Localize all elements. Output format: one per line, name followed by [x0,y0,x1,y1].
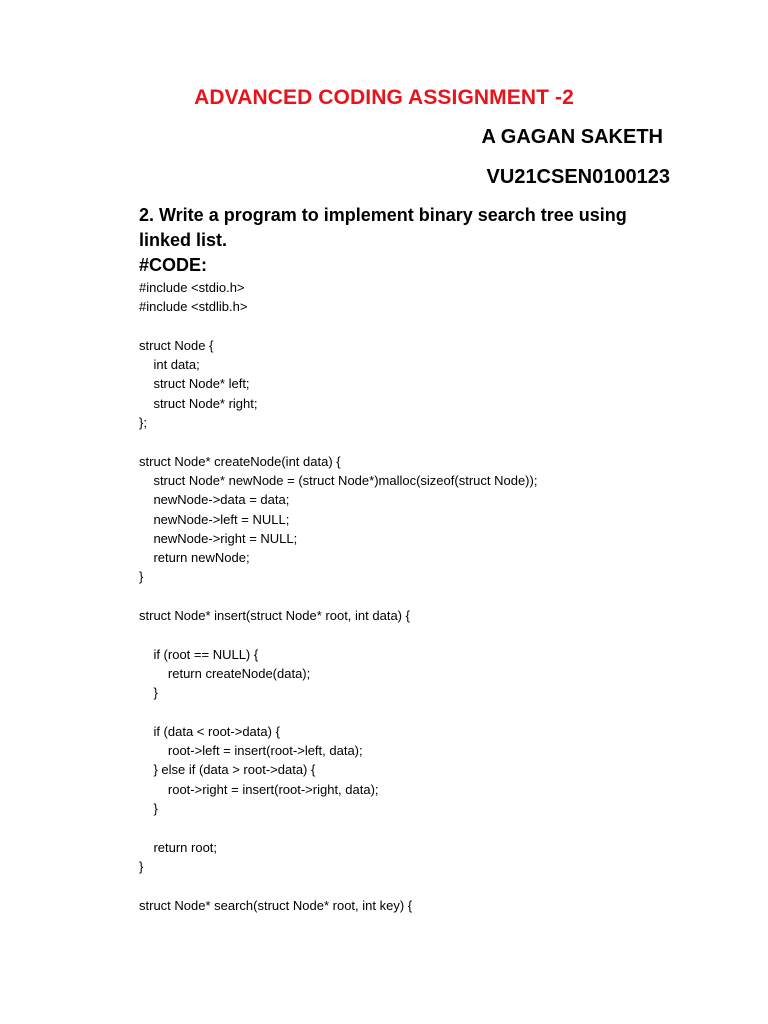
code-line: struct Node* newNode = (struct Node*)malloc(sizeof(struct Node)); [139,472,538,488]
code-line: struct Node* left; [139,376,250,392]
code-line: if (data < root->data) { [139,723,280,739]
code-line: newNode->left = NULL; [139,511,290,527]
code-line: root->left = insert(root->left, data); [139,743,363,759]
code-line: root->right = insert(root->right, data); [139,781,379,797]
code-heading: #CODE: [139,255,208,275]
code-line [139,876,537,895]
code-line [139,317,537,336]
code-line: #include <stdlib.h> [139,299,248,315]
code-line [139,818,537,837]
code-line: } else if (data > root->data) { [139,762,316,778]
code-line: struct Node* insert(struct Node* root, int data) { [139,608,410,624]
code-line: return createNode(data); [139,665,311,681]
code-line: struct Node* search(struct Node* root, int key) { [139,897,413,913]
code-line: newNode->data = data; [139,492,290,508]
document-title: ADVANCED CODING ASSIGNMENT -2 [194,86,574,109]
code-line [139,703,537,722]
code-line: #include <stdio.h> [139,280,245,295]
code-line [139,625,537,644]
code-line: newNode->right = NULL; [139,530,298,546]
code-line: } [139,801,158,817]
code-line: return newNode; [139,550,250,566]
code-line: struct Node { [139,337,214,353]
code-line [139,432,537,451]
code-line [139,587,537,606]
code-line: } [139,858,144,874]
code-line: struct Node* createNode(int data) { [139,453,341,469]
code-line: if (root == NULL) { [139,646,259,662]
code-line: }; [139,415,147,431]
code-block [139,278,537,915]
code-line: int data; [139,357,200,373]
code-line: } [139,685,158,701]
author-name: A GAGAN SAKETH [481,126,663,148]
code-line: } [139,569,144,585]
question-text: 2. Write a program to implement binary search tree using linked list. [139,205,627,250]
roll-number: VU21CSEN0100123 [486,166,670,188]
code-line: return root; [139,839,218,855]
code-line: struct Node* right; [139,395,258,411]
